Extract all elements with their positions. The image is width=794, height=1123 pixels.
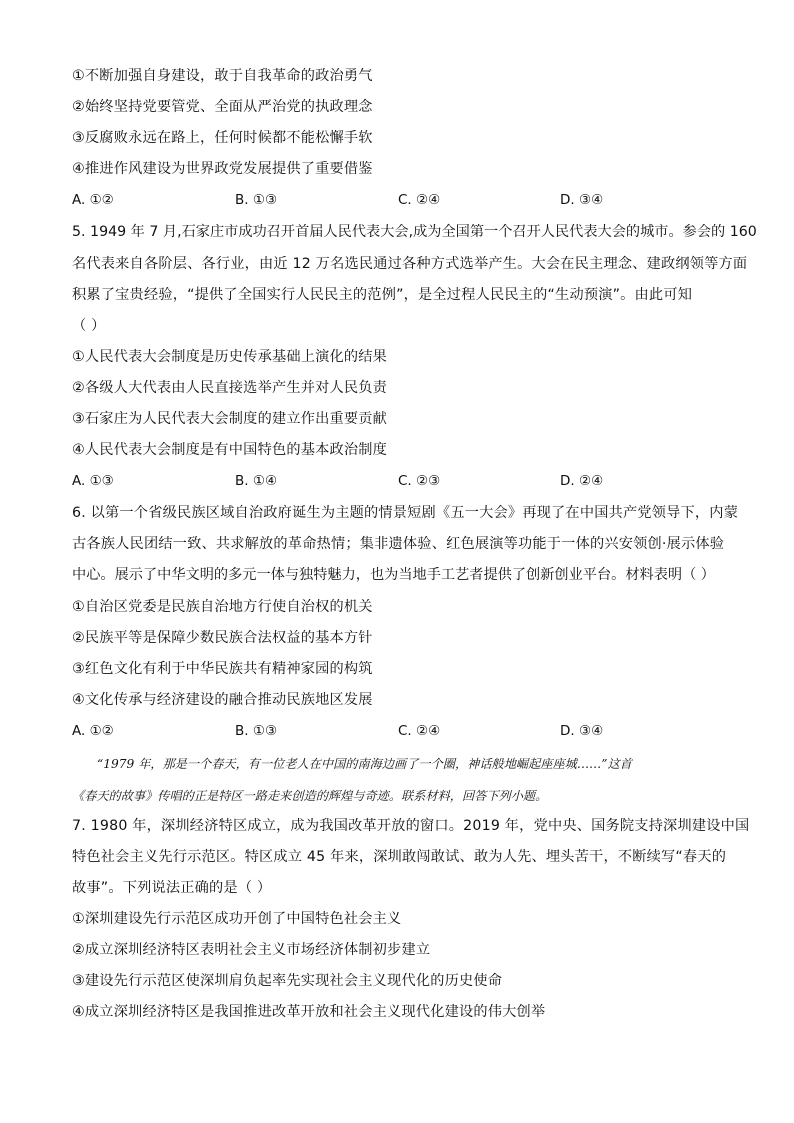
q7-statement-3: ③建设先行示范区使深圳肩负起率先实现社会主义现代化的历史使命 bbox=[72, 973, 503, 989]
q5-statement-2: ②各级人大代表由人民直接选举产生并对人民负责 bbox=[72, 380, 388, 396]
q5-statement-4: ④人民代表大会制度是有中国特色的基本政治制度 bbox=[72, 442, 388, 458]
q6-stem-line-1: 6. 以第一个省级民族区域自治政府诞生为主题的情景短剧《五一大会》再现了在中国共产党领导下，内蒙 bbox=[72, 505, 739, 521]
q4-statement-2: ②始终坚持党要管党、全面从严治党的执政理念 bbox=[72, 99, 373, 115]
q5-statement-1: ①人民代表大会制度是历史传承基础上演化的结果 bbox=[72, 349, 388, 365]
q6-statement-3: ③红色文化有利于中华民族共有精神家园的构筑 bbox=[72, 661, 373, 677]
material-intro-line-2: 《春天的故事》传唱的正是特区一路走来创造的辉煌与奇迹。联系材料，回答下列小题。 bbox=[72, 789, 548, 803]
q5-statement-3: ③石家庄为人民代表大会制度的建立作出重要贡献 bbox=[72, 411, 388, 427]
q4-statement-3: ③反腐败永远在路上，任何时候都不能松懈手软 bbox=[72, 130, 373, 146]
option-c: C. ②④ bbox=[398, 192, 441, 208]
q7-stem-line-2: 特色社会主义先行示范区。特区成立 45 年来，深圳敢闯敢试、敢为人先、埋头苦干，不断续写“春天的 bbox=[72, 849, 727, 865]
q6-statement-1: ①自治区党委是民族自治地方行使自治权的机关 bbox=[72, 599, 373, 615]
option-d: D. ③④ bbox=[560, 192, 604, 208]
option-b: B. ①③ bbox=[235, 723, 278, 739]
option-c: C. ②④ bbox=[398, 723, 441, 739]
q5-options bbox=[72, 471, 732, 491]
q4-statement-4: ④推进作风建设为世界政党发展提供了重要借鉴 bbox=[72, 161, 373, 177]
material-intro-line-1: “1979 年，那是一个春天，有一位老人在中国的南海边画了一个圈，神话般地崛起座座城……”这首 bbox=[97, 757, 632, 771]
q6-stem-line-2: 古各族人民团结一致、共求解放的革命热情；集非遗体验、红色展演等功能于一体的兴安领创·展示体验 bbox=[72, 536, 725, 552]
option-a: A. ①② bbox=[72, 192, 114, 208]
q6-statement-2: ②民族平等是保障少数民族合法权益的基本方针 bbox=[72, 630, 373, 646]
q5-stem-line-2: 名代表来自各阶层、各行业，由近 12 万名选民通过各种方式选举产生。大会在民主理念、建政纲领等方面 bbox=[72, 256, 748, 272]
option-b: B. ①③ bbox=[235, 192, 278, 208]
q7-statement-4: ④成立深圳经济特区是我国推进改革开放和社会主义现代化建设的伟大创举 bbox=[72, 1004, 546, 1020]
q6-options bbox=[72, 721, 732, 741]
option-a: A. ①② bbox=[72, 723, 114, 739]
q6-stem-line-3: 中心。展示了中华文明的多元一体与独特魅力，也为当地手工艺者提供了创新创业平台。材料表明（ ） bbox=[72, 567, 715, 583]
q4-statement-1: ①不断加强自身建设，敢于自我革命的政治勇气 bbox=[72, 68, 373, 84]
q7-statement-1: ①深圳建设先行示范区成功开创了中国特色社会主义 bbox=[72, 911, 402, 927]
option-b: B. ①④ bbox=[235, 473, 278, 489]
q7-stem-line-3: 故事”。下列说法正确的是（ ） bbox=[72, 880, 272, 896]
q7-statement-2: ②成立深圳经济特区表明社会主义市场经济体制初步建立 bbox=[72, 942, 431, 958]
q5-answer-bracket: （ ） bbox=[72, 318, 106, 334]
q5-stem-line-3: 积累了宝贵经验，“提供了全国实行人民民主的范例”，是全过程人民民主的“生动预演”。由此可知 bbox=[72, 287, 693, 303]
option-a: A. ①③ bbox=[72, 473, 114, 489]
option-d: D. ②④ bbox=[560, 473, 604, 489]
option-c: C. ②③ bbox=[398, 473, 441, 489]
option-d: D. ③④ bbox=[560, 723, 604, 739]
q6-statement-4: ④文化传承与经济建设的融合推动民族地区发展 bbox=[72, 692, 373, 708]
q5-stem-line-1: 5. 1949 年 7 月,石家庄市成功召开首届人民代表大会,成为全国第一个召开人民代表大会的城市。参会的 160 bbox=[72, 224, 757, 240]
q7-stem-line-1: 7. 1980 年，深圳经济特区成立，成为我国改革开放的窗口。2019 年，党中央、国务院支持深圳建设中国 bbox=[72, 818, 750, 834]
q4-options bbox=[72, 190, 732, 210]
